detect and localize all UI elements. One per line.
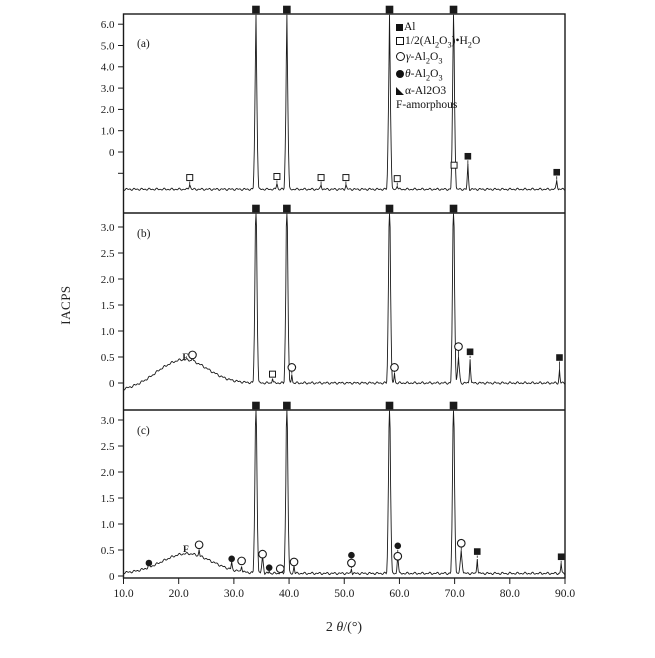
legend-item [396, 85, 564, 99]
y-tick-label: 3.0 [100, 414, 115, 427]
x-axis-title-unit: /(°) [343, 620, 363, 635]
y-axis-ticks-a [101, 19, 124, 173]
y-tick-label: 2.5 [100, 440, 115, 453]
x-tick-label: 20.0 [168, 588, 189, 600]
legend-item-label: $\theta-Al_2O_3$ [405, 68, 443, 83]
legend-item-label: F-amorphous [396, 98, 458, 111]
phase-markers-a [187, 153, 560, 185]
x-tick-label: 10.0 [113, 588, 134, 600]
legend-item [396, 51, 564, 68]
x-tick-label: 90.0 [554, 588, 576, 600]
phase-markers-b [182, 343, 562, 377]
y-tick-label: 1.0 [100, 518, 115, 531]
panel-label-c: (c) [137, 425, 150, 437]
y-tick-label: 2.0 [100, 104, 115, 117]
y-tick-label: 2.0 [100, 273, 115, 286]
legend-item-label: $\gamma-Al_2O_3$ [406, 51, 443, 66]
al-top-markers-b [252, 205, 457, 213]
y-tick-label: 3.0 [100, 221, 115, 234]
x-tick-label: 50.0 [334, 588, 355, 600]
phase-markers-c [146, 539, 565, 572]
legend-item [396, 99, 564, 113]
legend-item-label: Al [404, 21, 416, 33]
y-tick-label: 1.0 [100, 325, 115, 338]
panel-label-b: (b) [137, 228, 151, 240]
x-tick-label: 40.0 [279, 588, 300, 600]
y-tick-label: 4.0 [100, 61, 115, 74]
y-tick-label: 1.0 [100, 125, 115, 138]
x-tick-label: 30.0 [223, 588, 244, 600]
y-tick-label: 0.5 [100, 351, 115, 364]
al-top-markers-c [252, 402, 457, 410]
svg-text:F: F [182, 545, 189, 556]
y-tick-label: 1.5 [100, 492, 115, 505]
legend [396, 21, 564, 112]
filled-square-icon [396, 24, 403, 31]
filled-circle-icon [396, 70, 404, 78]
y-tick-label: 0.5 [100, 544, 115, 557]
legend-item [396, 68, 564, 85]
open-circle-icon [396, 52, 405, 61]
x-tick-label: 80.0 [499, 588, 520, 600]
y-tick-label: 6.0 [100, 19, 115, 31]
xrd-trace-c [124, 411, 566, 575]
y-tick-label: 3.0 [100, 82, 115, 95]
x-axis-ticks [113, 578, 575, 600]
filled-triangle-icon [396, 87, 404, 95]
legend-item [396, 21, 564, 35]
y-axis-ticks-b [101, 222, 124, 390]
x-axis-title-number: 2 [325, 620, 337, 635]
legend-item-label: α-Al2O3 [405, 85, 447, 98]
x-tick-label: 70.0 [444, 588, 465, 600]
panel-label-a: (a) [137, 38, 150, 50]
y-tick-label: 0 [109, 377, 115, 390]
open-square-icon [396, 37, 404, 45]
y-axis-ticks-c [101, 415, 124, 583]
xrd-trace-b [124, 214, 566, 390]
y-tick-label: 2.0 [100, 466, 115, 479]
theta-symbol: θ [336, 620, 344, 635]
y-tick-label: 0 [109, 570, 115, 583]
legend-item-label: $1/2(Al_2O_3)•H_2O$ [405, 34, 481, 49]
y-axis-title: IACPS [58, 285, 73, 325]
y-tick-label: 0 [109, 146, 115, 159]
x-tick-label: 60.0 [389, 588, 410, 600]
y-tick-label: 5.0 [100, 40, 115, 53]
legend-item [396, 35, 564, 52]
al-top-markers-a [252, 6, 457, 14]
y-tick-label: 1.5 [100, 299, 115, 312]
svg-text:F: F [182, 353, 189, 364]
y-tick-label: 2.5 [100, 247, 115, 260]
x-axis-title [244, 620, 444, 636]
